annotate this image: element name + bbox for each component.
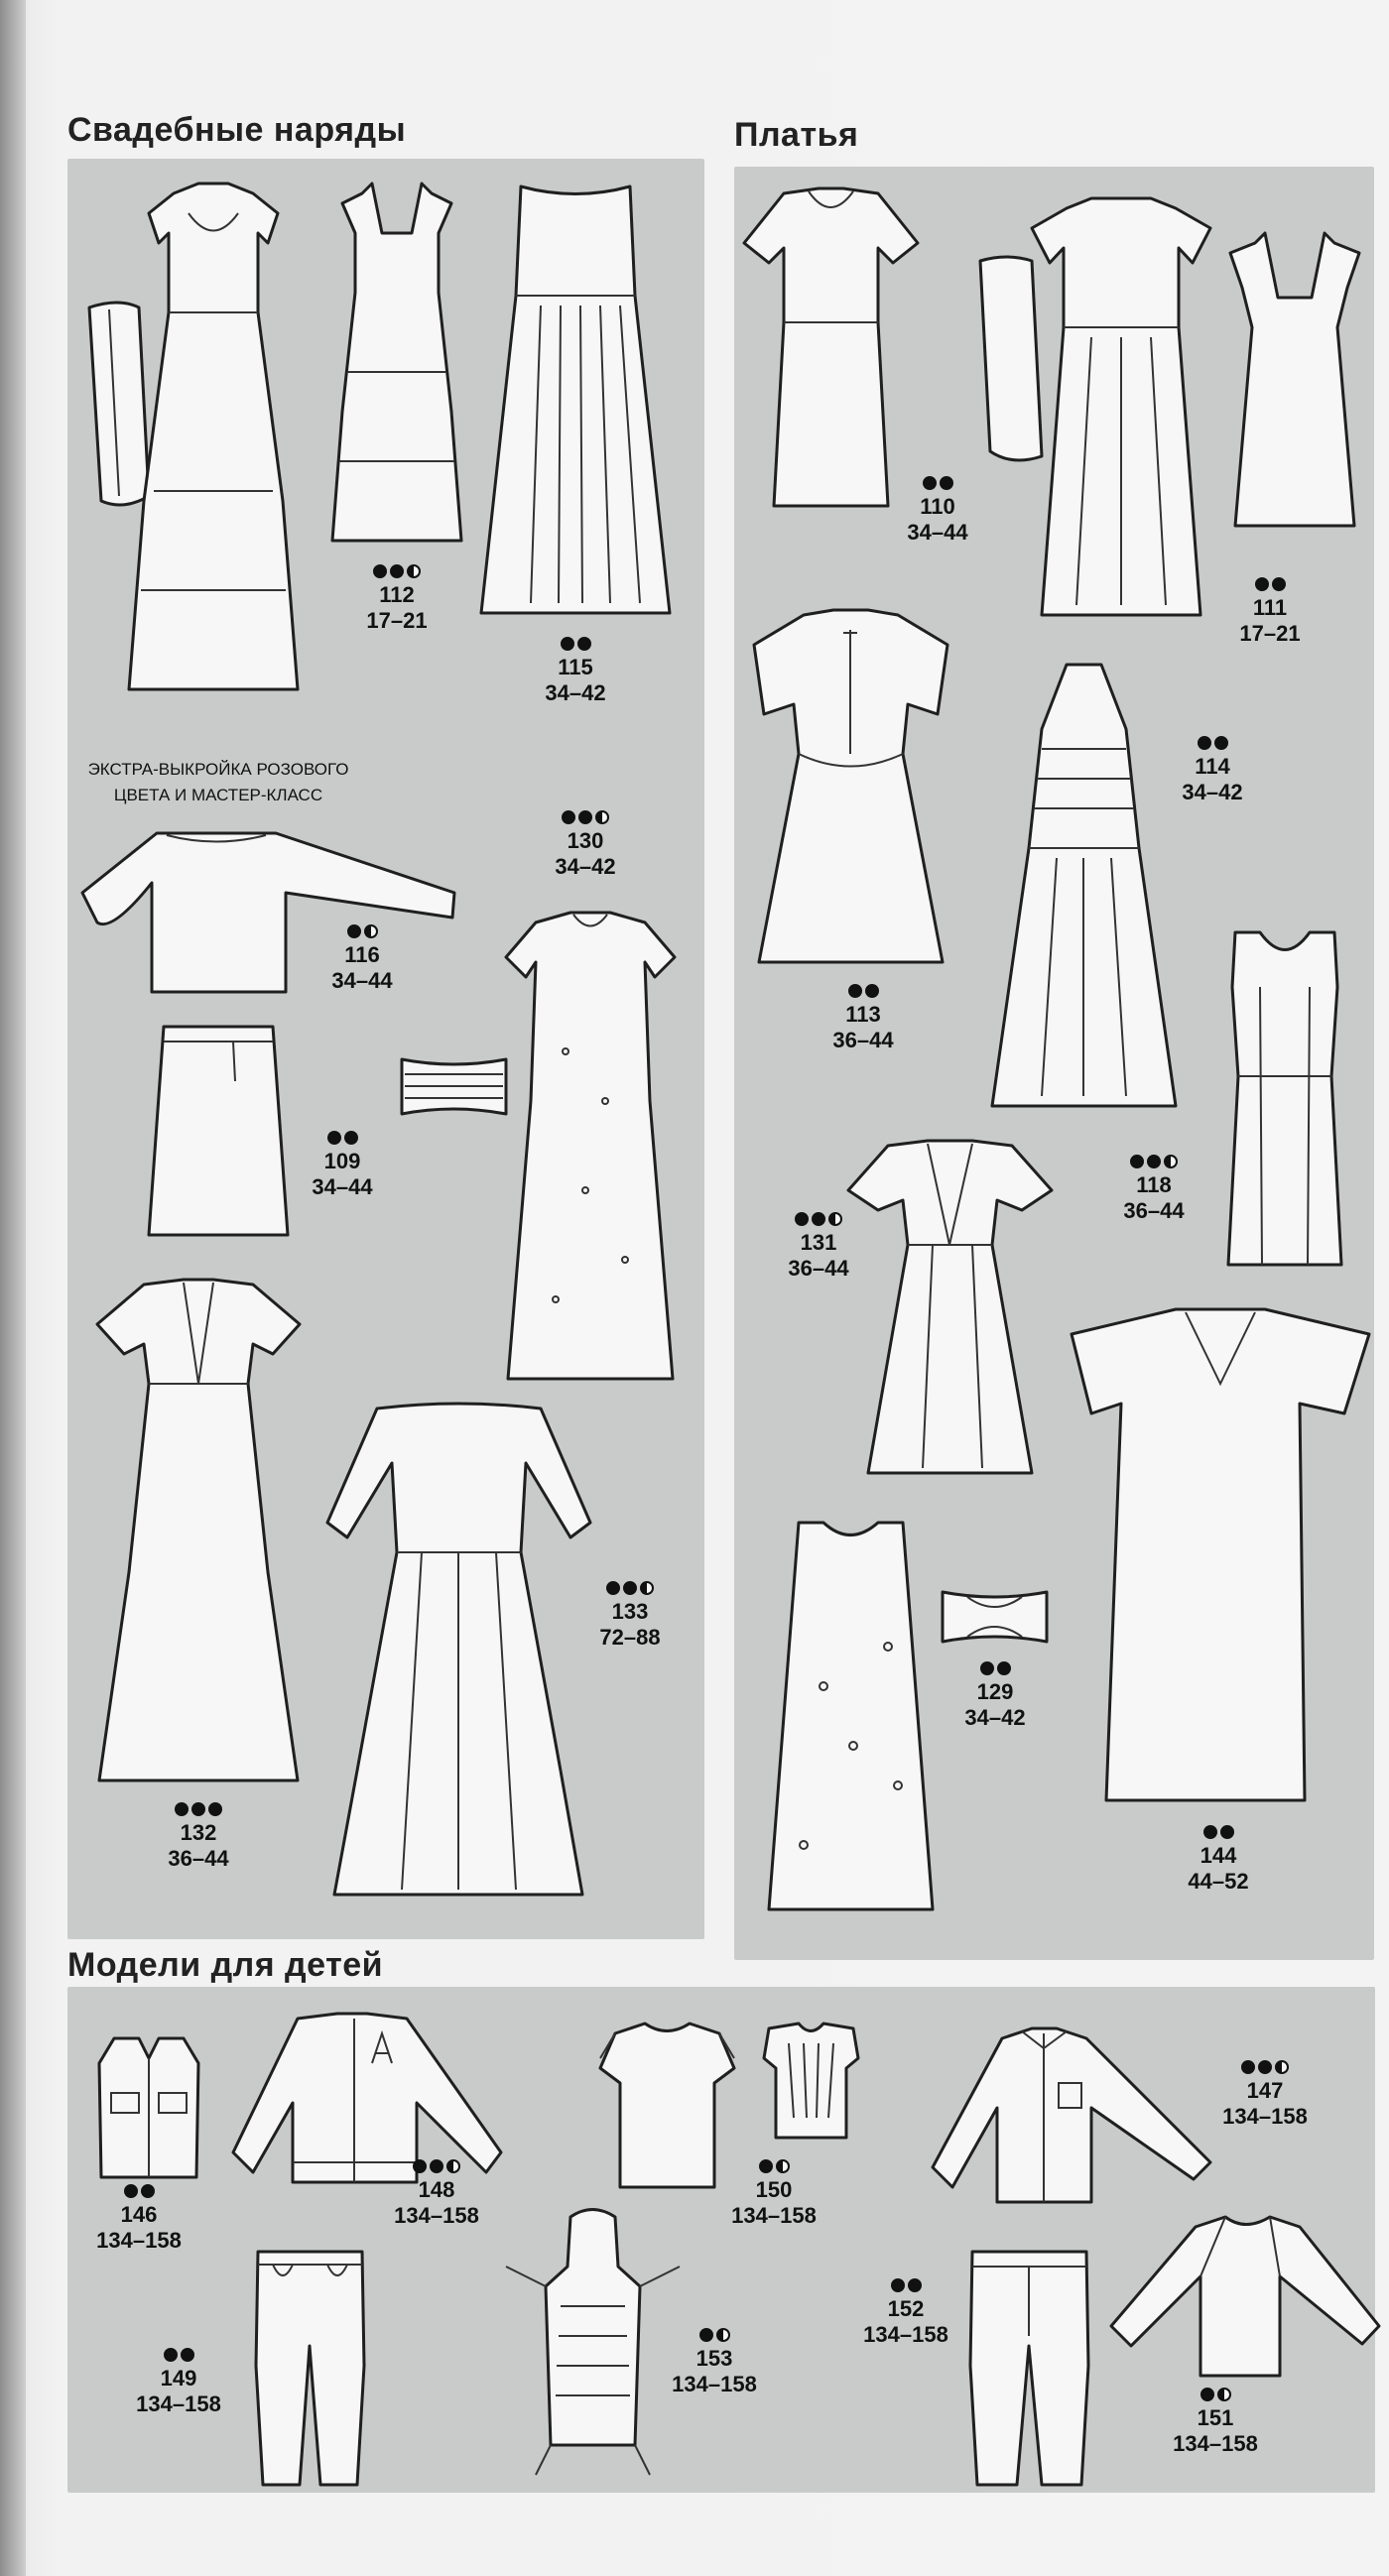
difficulty-dots (1191, 575, 1349, 593)
model-132-label (119, 1800, 278, 1872)
model-number: 147 (1246, 2078, 1284, 2103)
model-sizes: 44–52 (1188, 1869, 1249, 1894)
model-sizes: 17–21 (366, 608, 428, 633)
model-149-label (99, 2346, 258, 2417)
model-number: 131 (800, 1230, 837, 1255)
difficulty-dots (357, 2157, 516, 2175)
dress-embroidered-figure (764, 1518, 938, 1914)
model-114-label (1133, 734, 1292, 805)
model-112-label (317, 562, 476, 634)
model-153-label (635, 2326, 794, 2397)
difficulty-dots (1133, 734, 1292, 752)
model-sizes: 134–158 (136, 2392, 221, 2416)
model-sizes: 34–44 (331, 968, 393, 993)
dress-110-figure (739, 184, 923, 516)
extra-pattern-note (60, 757, 377, 808)
difficulty-dots (283, 922, 442, 940)
model-number: 112 (379, 582, 415, 607)
difficulty-dots (739, 1210, 898, 1228)
model-number: 148 (418, 2177, 455, 2202)
model-number: 111 (1252, 595, 1288, 620)
model-number: 109 (323, 1149, 361, 1173)
difficulty-dots (858, 474, 1017, 492)
model-sizes: 134–158 (1173, 2431, 1258, 2456)
dress-131-figure (843, 1136, 1057, 1478)
raglan-top-151-figure (1106, 2217, 1384, 2381)
model-113-label (784, 982, 943, 1053)
difficulty-dots (263, 1129, 422, 1147)
difficulty-dots (635, 2326, 794, 2344)
model-144-label (1139, 1823, 1298, 1895)
bandeau-top-figure (397, 1054, 511, 1119)
model-sizes: 34–42 (1182, 780, 1243, 804)
model-sizes: 36–44 (1123, 1198, 1185, 1223)
model-number: 130 (567, 828, 604, 853)
model-sizes: 34–42 (964, 1705, 1026, 1730)
bandeau-129-figure (938, 1587, 1052, 1647)
dress-132-figure (89, 1275, 308, 1790)
section-title-wedding: Свадебные наряды (67, 111, 407, 149)
difficulty-dots (784, 982, 943, 1000)
model-129-label (916, 1659, 1074, 1731)
dress-112-figure (327, 174, 466, 551)
model-number: 110 (920, 494, 955, 519)
model-sizes: 134–158 (672, 2372, 757, 2396)
model-sizes: 36–44 (788, 1256, 849, 1281)
model-number: 146 (120, 2202, 158, 2227)
difficulty-dots (119, 1800, 278, 1818)
model-number: 116 (344, 942, 380, 967)
dress-130-figure (496, 903, 685, 1389)
model-number: 150 (755, 2177, 793, 2202)
dress-mother-figure (1022, 188, 1220, 625)
pants-152-figure (967, 2247, 1091, 2490)
shirt-147-figure (928, 2028, 1215, 2207)
difficulty-dots (1186, 2058, 1344, 2076)
model-number: 149 (160, 2366, 197, 2391)
difficulty-dots (826, 2276, 985, 2294)
dress-118-figure (1220, 927, 1349, 1270)
difficulty-dots (317, 562, 476, 580)
model-150-label (694, 2157, 853, 2229)
dress-144-figure (1067, 1304, 1374, 1810)
model-sizes: 34–44 (907, 520, 968, 545)
difficulty-dots (496, 635, 655, 653)
model-sizes: 34–42 (545, 680, 606, 705)
model-110-label (858, 474, 1017, 546)
model-sizes: 72–88 (599, 1625, 661, 1650)
difficulty-dots (1139, 1823, 1298, 1841)
model-133-label (551, 1579, 709, 1651)
difficulty-dots (916, 1659, 1074, 1677)
model-151-label (1136, 2386, 1295, 2457)
vest-146-figure (89, 2033, 208, 2182)
difficulty-dots (694, 2157, 853, 2175)
model-146-label (60, 2182, 218, 2254)
difficulty-dots (60, 2182, 218, 2200)
dress-114-figure (982, 660, 1186, 1116)
model-number: 115 (558, 655, 593, 679)
model-115-label (496, 635, 655, 706)
model-number: 153 (695, 2346, 733, 2371)
dress-113-figure (744, 605, 957, 972)
difficulty-dots (1136, 2386, 1295, 2403)
model-sizes: 17–21 (1239, 621, 1301, 646)
model-number: 132 (180, 1820, 217, 1845)
model-sizes: 134–158 (394, 2203, 479, 2228)
model-number: 113 (845, 1002, 881, 1027)
section-title-kids: Модели для детей (67, 1946, 384, 1984)
model-131-label (739, 1210, 898, 1282)
model-number: 151 (1197, 2405, 1234, 2430)
model-130-label (506, 808, 665, 880)
model-number: 144 (1200, 1843, 1237, 1868)
model-sizes: 134–158 (863, 2322, 948, 2347)
model-number: 114 (1195, 754, 1230, 779)
model-sizes: 34–44 (312, 1174, 373, 1199)
jeans-149-figure (253, 2247, 367, 2490)
difficulty-dots (506, 808, 665, 826)
dress-111-figure (1220, 228, 1369, 536)
model-118-label (1074, 1153, 1233, 1224)
extra-note-line-2: ЦВЕТА И МАСТЕР-КЛАСС (113, 786, 323, 804)
model-sizes: 134–158 (731, 2203, 817, 2228)
extra-note-line-1: ЭКСТРА-ВЫКРОЙКА РОЗОВОГО (87, 760, 349, 779)
model-sizes: 134–158 (96, 2228, 182, 2253)
page-spine-shadow (0, 0, 26, 2576)
difficulty-dots (551, 1579, 709, 1597)
model-148-label (357, 2157, 516, 2229)
model-147-label (1186, 2058, 1344, 2130)
dress-lace-tiered-figure (119, 174, 308, 699)
model-sizes: 36–44 (168, 1846, 229, 1871)
model-sizes: 34–42 (555, 854, 616, 879)
model-111-label (1191, 575, 1349, 647)
section-title-dresses: Платья (734, 116, 859, 154)
model-number: 118 (1136, 1172, 1172, 1197)
model-number: 152 (887, 2296, 925, 2321)
top-150-back-figure (759, 2019, 863, 2143)
model-number: 133 (611, 1599, 649, 1624)
difficulty-dots (99, 2346, 258, 2364)
dress-115-figure (471, 177, 680, 623)
model-sizes: 36–44 (832, 1028, 894, 1052)
difficulty-dots (1074, 1153, 1233, 1170)
model-109-label (263, 1129, 422, 1200)
model-116-label (283, 922, 442, 994)
model-number: 129 (976, 1679, 1014, 1704)
model-sizes: 134–158 (1222, 2104, 1308, 2129)
model-152-label (826, 2276, 985, 2348)
